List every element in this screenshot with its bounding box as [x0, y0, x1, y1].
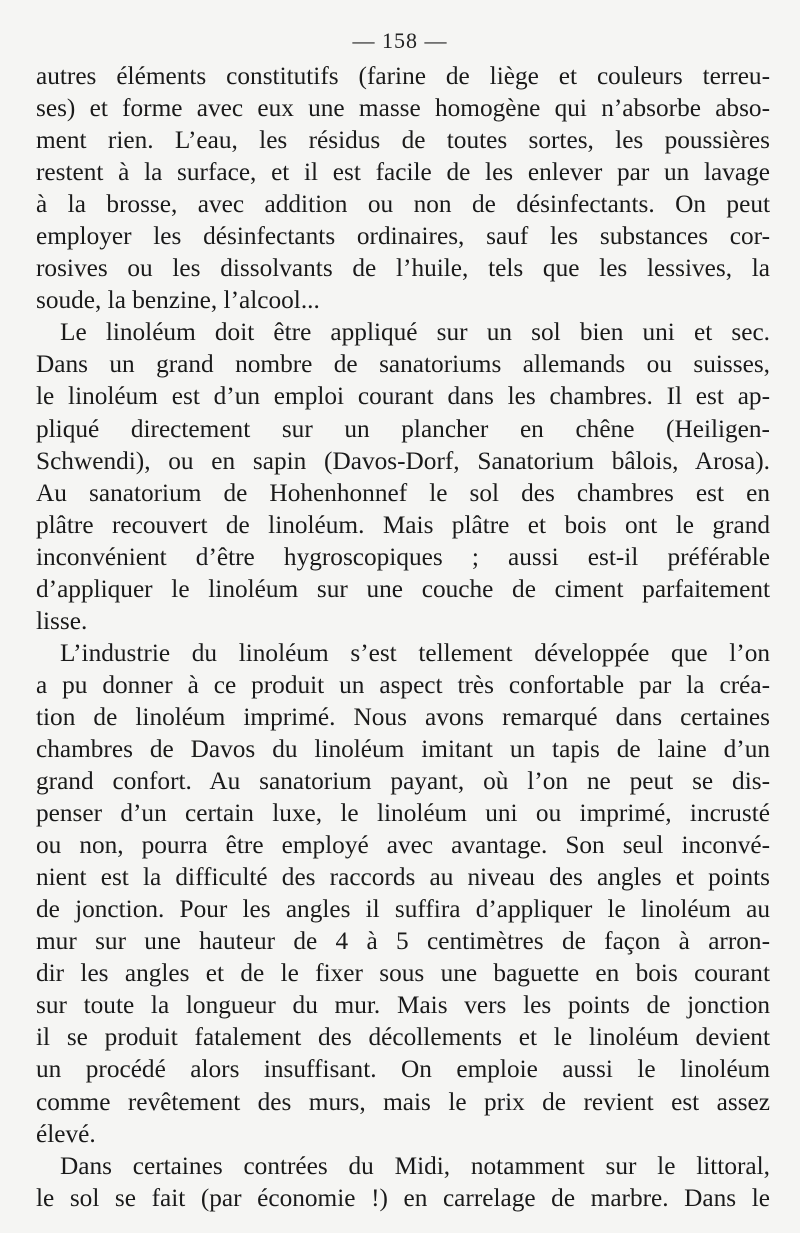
- paragraph-3: [36, 637, 770, 1150]
- text-line: tion de linoléum imprimé. Nous avons remarqué dans certaines: [36, 702, 770, 731]
- text-line: restent à la surface, et il est facile de les enlever par un lavage: [36, 158, 770, 187]
- text-line: grand confort. Au sanatorium payant, où l’on ne peut se dis-: [36, 767, 770, 796]
- text-line: Le linoléum doit être appliqué sur un sol bien uni et sec.: [60, 318, 770, 347]
- text-line: a pu donner à ce produit un aspect très confortable par la créa-: [36, 670, 770, 699]
- text-line: nient est la difficulté des raccords au niveau des angles et points: [36, 863, 770, 892]
- paragraph-1: [36, 60, 770, 316]
- text-line: L’industrie du linoléum s’est tellement développée que l’on: [60, 638, 770, 667]
- text-line: ses) et forme avec eux une masse homogène qui n’absorbe abso-: [36, 94, 770, 123]
- text-line: ment rien. L’eau, les résidus de toutes sortes, les poussières: [36, 126, 770, 155]
- text-line: le linoléum est d’un emploi courant dans les chambres. Il est ap-: [36, 382, 770, 411]
- body-text: [36, 60, 770, 1214]
- text-line: d’appliquer le linoléum sur une couche de ciment parfaitement: [36, 574, 770, 603]
- paragraph-4: [36, 1150, 770, 1214]
- text-line: autres éléments constitutifs (farine de liège et couleurs terreu-: [36, 62, 770, 90]
- text-line: Schwendi), ou en sapin (Davos-Dorf, Sanatorium bâlois, Arosa).: [36, 446, 770, 475]
- text-line: élevé.: [36, 1119, 96, 1148]
- text-line: penser d’un certain luxe, le linoléum uni ou imprimé, incrusté: [36, 799, 770, 828]
- text-line: comme revêtement des murs, mais le prix de revient est assez: [36, 1087, 770, 1116]
- text-line: Dans un grand nombre de sanatoriums allemands ou suisses,: [36, 350, 770, 379]
- text-line: chambres de Davos du linoléum imitant un tapis de laine d’un: [36, 734, 770, 763]
- text-line: lisse.: [36, 606, 88, 635]
- text-line: inconvénient d’être hygroscopiques ; aussi est-il préférable: [36, 542, 770, 571]
- text-line: dir les angles et de le fixer sous une baguette en bois courant: [36, 959, 770, 988]
- text-line: Au sanatorium de Hohenhonnef le sol des chambres est en: [36, 478, 770, 507]
- text-line: à la brosse, avec addition ou non de désinfectants. On peut: [36, 190, 770, 219]
- text-line: ou non, pourra être employé avec avantage. Son seul inconvé-: [36, 831, 770, 860]
- text-line: mur sur une hauteur de 4 à 5 centimètres de façon à arron-: [36, 927, 770, 956]
- text-line: plâtre recouvert de linoléum. Mais plâtre et bois ont le grand: [36, 510, 770, 539]
- text-line: sur toute la longueur du mur. Mais vers les points de jonction: [36, 991, 770, 1020]
- text-line: soude, la benzine, l’alcool...: [36, 286, 320, 315]
- text-line: un procédé alors insuffisant. On emploie aussi le linoléum: [36, 1055, 770, 1084]
- text-line: pliqué directement sur un plancher en chêne (Heiligen-: [36, 414, 770, 443]
- text-line: de jonction. Pour les angles il suffira d’appliquer le linoléum au: [36, 895, 770, 924]
- paragraph-2: [36, 316, 770, 636]
- text-line: il se produit fatalement des décollements et le linoléum devient: [36, 1023, 770, 1052]
- page-number: — 158 —: [352, 28, 448, 53]
- text-line: Dans certaines contrées du Midi, notamment sur le littoral,: [60, 1151, 770, 1180]
- text-line: le sol se fait (par économie !) en carrelage de marbre. Dans le: [36, 1183, 770, 1212]
- text-line: employer les désinfectants ordinaires, sauf les substances cor-: [36, 222, 770, 251]
- text-line: rosives ou les dissolvants de l’huile, tels que les lessives, la: [36, 254, 770, 283]
